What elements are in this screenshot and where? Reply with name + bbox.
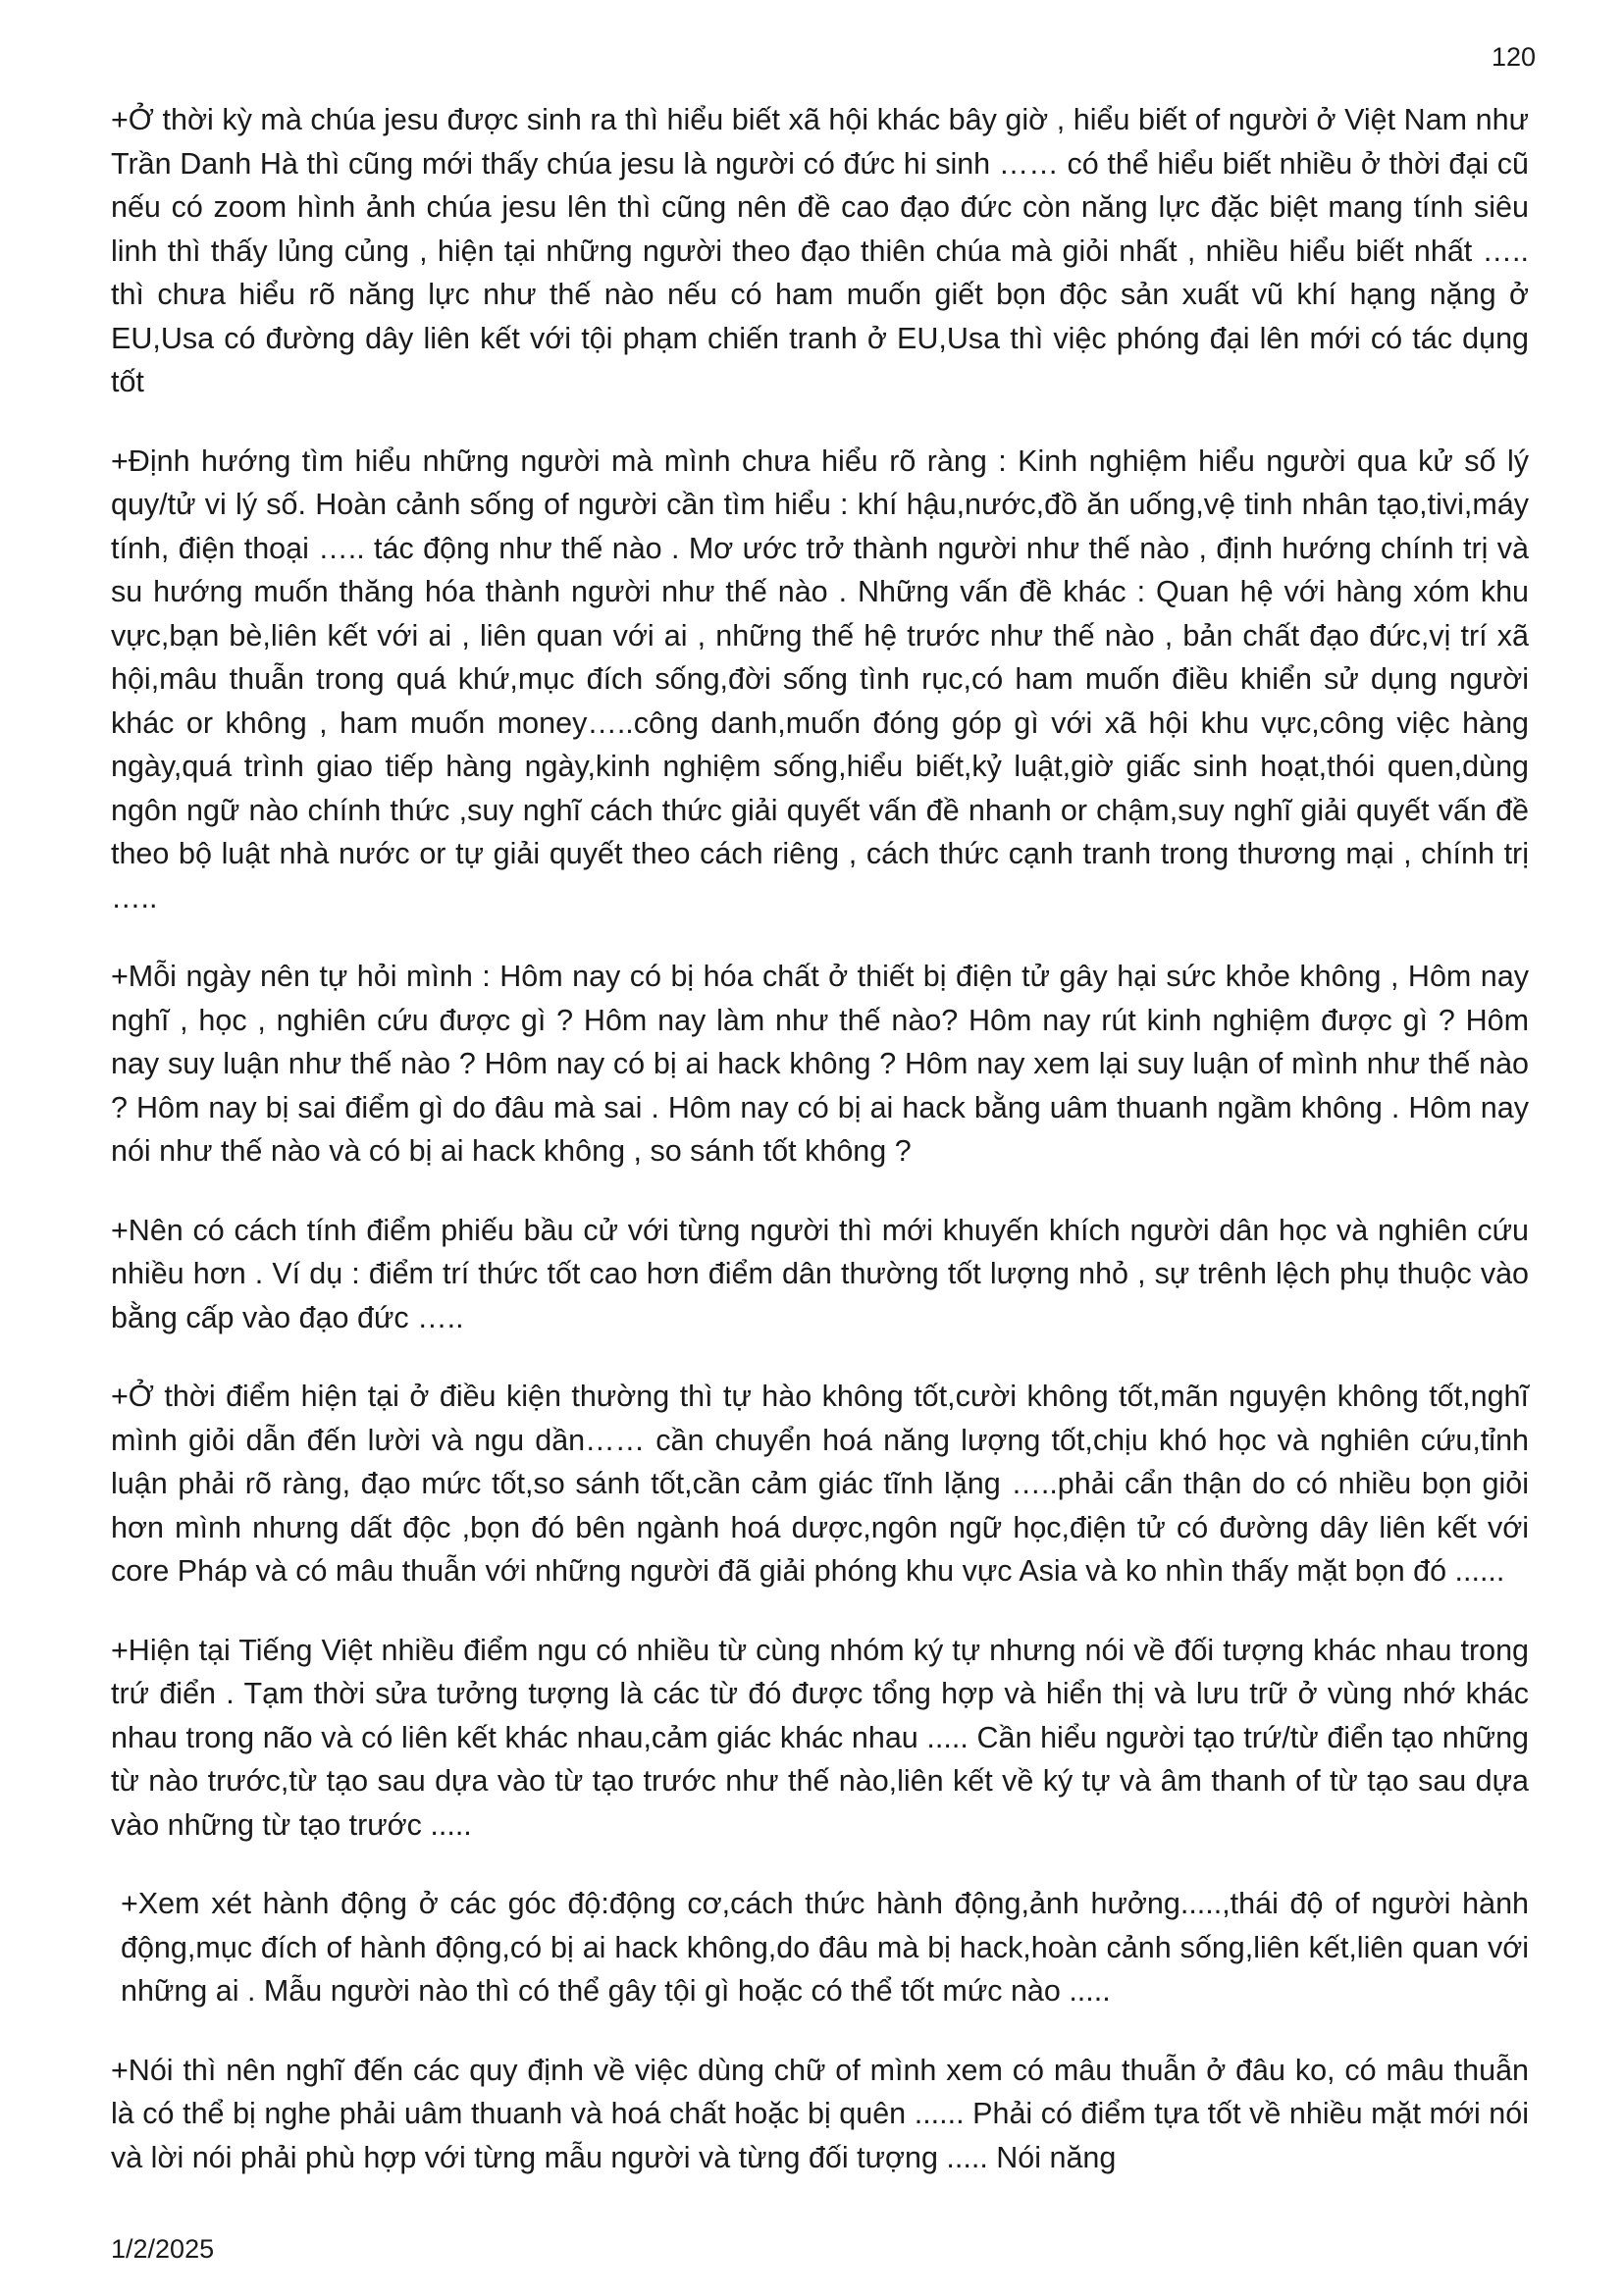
paragraph-daily-questions: +Mỗi ngày nên tự hỏi mình : Hôm nay có bị hóa chất ở thiết bị điện tử gây hại sức khỏe không , Hôm nay nghĩ , học , nghiên cứu được gì ? Hôm nay làm như thế nào? Hôm nay rút kinh nghiệm được gì ? Hôm nay suy luận như thế nào ? Hôm nay có bị ai hack không ? Hôm nay xem lại suy luận of mình như thế nào ? Hôm nay bị sai điểm gì do đâu mà sai . Hôm nay có bị ai hack bằng uâm thuanh ngầm không . Hôm nay nói như thế nào và có bị ai hack không , so sánh tốt không ? bbox=[111, 960, 1529, 1168]
paragraph-examine-actions: +Xem xét hành động ở các góc độ:động cơ,cách thức hành động,ảnh hưởng.....,thái độ of người hành động,mục đích of hành động,có bị ai hack không,do đâu mà bị hack,hoàn cảnh sống,liên kết,liên quan với những ai . Mẫu người nào thì có thể gây tội gì hoặc có thể tốt mức nào ..... bbox=[121, 1887, 1529, 2008]
paragraph-vietnamese-language: +Hiện tại Tiếng Việt nhiều điểm ngu có nhiều từ cùng nhóm ký tự nhưng nói về đối tượng khác nhau trong trứ điển . Tạm thời sửa tưởng tượng là các từ đó được tổng hợp và hiển thị và lưu trữ ở vùng nhớ khác nhau trong não và có liên kết khác nhau,cảm giác khác nhau ..... Cần hiểu người tạo trứ/từ điển tạo những từ nào trước,từ tạo sau dựa vào từ tạo trước như thế nào,liên kết về ký tự và âm thanh of từ tạo sau dựa vào những từ tạo trước ..... bbox=[111, 1633, 1529, 1842]
document-body bbox=[111, 98, 1529, 2215]
paragraph-speaking-rules: +Nói thì nên nghĩ đến các quy định về việc dùng chữ of mình xem có mâu thuẫn ở đâu ko, có mâu thuẫn là có thể bị nghe phải uâm thuanh và hoá chất hoặc bị quên ...... Phải có điểm tựa tốt về nhiều mặt mới nói và lời nói phải phù hợp với từng mẫu người và từng đối tượng ..... Nói năng bbox=[111, 2053, 1529, 2174]
paragraph-current-conditions: +Ở thời điểm hiện tại ở điều kiện thường thì tự hào không tốt,cười không tốt,mãn nguyện không tốt,nghĩ mình giỏi dẫn đến lười và ngu dần…… cần chuyển hoá năng lượng tốt,chịu khó học và nghiên cứu,tỉnh luận phải rõ ràng, đạo mức tốt,so sánh tốt,cần cảm giác tĩnh lặng …..phải cẩn thận do có nhiều bọn giỏi hơn mình nhưng dất độc ,bọn đó bên ngành hoá dược,ngôn ngữ học,điện tử có đường dây liên kết với core Pháp và có mâu thuẫn với những người đã giải phóng khu vực Asia và ko nhìn thấy mặt bọn đó ...... bbox=[111, 1380, 1529, 1588]
paragraph-understanding-people: +Định hướng tìm hiểu những người mà mình chưa hiểu rõ ràng : Kinh nghiệm hiểu người qua kử số lý quy/tử vi lý số. Hoàn cảnh sống of người cần tìm hiểu : khí hậu,nước,đồ ăn uống,vệ tinh nhân tạo,tivi,máy tính, điện thoại ….. tác động như thế nào . Mơ ước trở thành người như thế nào , định hướng chính trị và su hướng muốn thăng hóa thành người như thế nào . Những vấn đề khác : Quan hệ với hàng xóm khu vực,bạn bè,liên kết với ai , liên quan với ai , những thế hệ trước như thế nào , bản chất đạo đức,vị trí xã hội,mâu thuẫn trong quá khứ,mục đích sống,đời sống tình rục,có ham muốn điều khiển sử dụng người khác or không , ham muốn money…..công danh,muốn đóng góp gì với xã hội khu vực,công việc hàng ngày,quá trình giao tiếp hàng ngày,kinh nghiệm sống,hiểu biết,kỷ luật,giờ giấc sinh hoạt,thói quen,dùng ngôn ngữ nào chính thức ,suy nghĩ cách thức giải quyết vấn đề nhanh or chậm,suy nghĩ giải quyết vấn đề theo bộ luật nhà nước or tự giải quyết theo cách riêng , cách thức cạnh tranh trong thương mại , chính trị ….. bbox=[111, 444, 1529, 914]
paragraph-jesus: +Ở thời kỳ mà chúa jesu được sinh ra thì hiểu biết xã hội khác bây giờ , hiểu biết of người ở Việt Nam như Trần Danh Hà thì cũng mới thấy chúa jesu là người có đức hi sinh …… có thể hiểu biết nhiều ở thời đại cũ nếu có zoom hình ảnh chúa jesu lên thì cũng nên đề cao đạo đức còn năng lực đặc biệt mang tính siêu linh thì thấy lủng củng , hiện tại những người theo đạo thiên chúa mà giỏi nhất , nhiều hiểu biết nhất ….. thì chưa hiểu rõ năng lực như thế nào nếu có ham muốn giết bọn độc sản xuất vũ khí hạng nặng ở EU,Usa có đường dây liên kết với tội phạm chiến tranh ở EU,Usa thì việc phóng đại lên mới có tác dụng tốt bbox=[111, 103, 1529, 398]
footer-date: 1/2/2025 bbox=[111, 2234, 215, 2264]
page-number: 120 bbox=[1491, 42, 1536, 72]
paragraph-voting-points: +Nên có cách tính điểm phiếu bầu cử với từng người thì mới khuyến khích người dân học và nghiên cứu nhiều hơn . Ví dụ : điểm trí thức tốt cao hơn điểm dân thường tốt lượng nhỏ , sự trênh lệch phụ thuộc vào bằng cấp vào đạo đức ….. bbox=[111, 1213, 1529, 1334]
